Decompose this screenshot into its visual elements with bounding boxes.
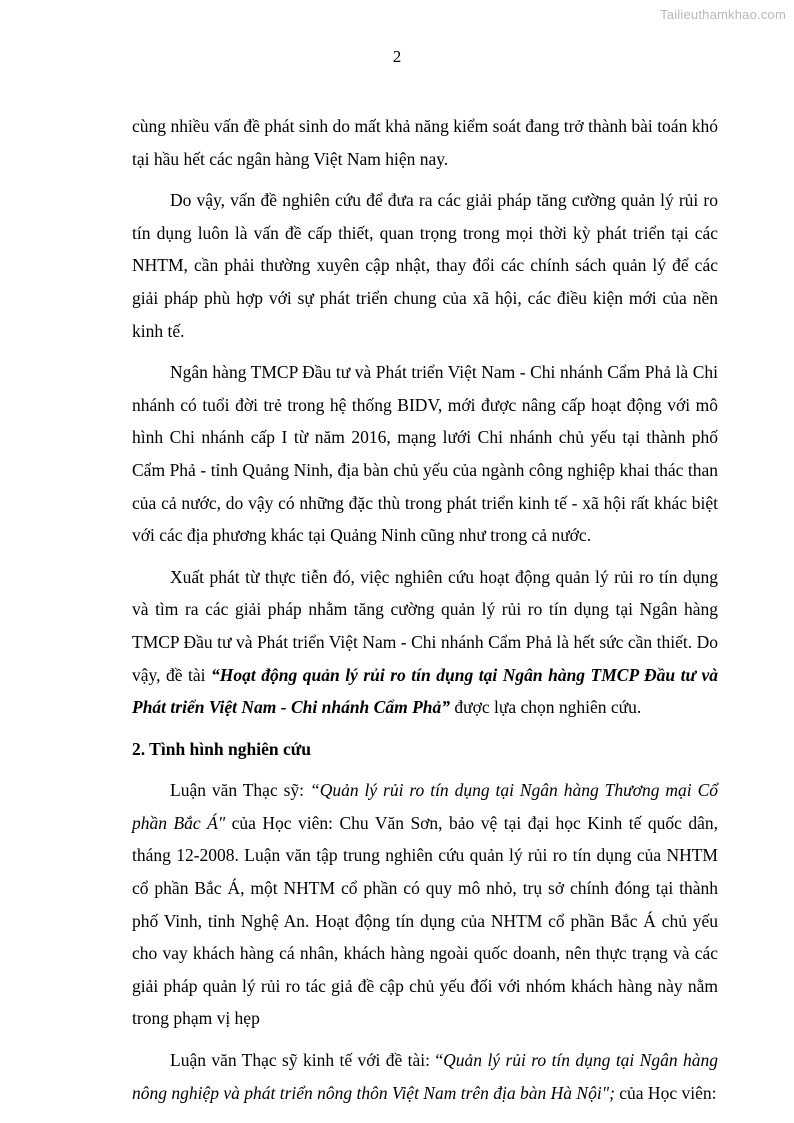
paragraph-literature-2 [132, 1044, 718, 1109]
section-heading: 2. Tình hình nghiên cứu [132, 738, 311, 759]
lit1-body: của Học viên: Chu Văn Sơn, bảo vệ tại đại học Kinh tế quốc dân, tháng 12-2008. Luận văn tập trung nghiên cứu quản lý rủi ro tín dụng của NHTM cổ phần Bắc Á, một NHTM cổ phần có quy mô nhỏ, trụ sở chính đóng tại thành phố Vinh, tỉnh Nghệ An. Hoạt động tín dụng của NHTM cổ phần Bắc Á chủ yếu cho vay khách hàng cá nhân, khách hàng ngoài quốc doanh, nên thực trạng và các giải pháp quản lý rủi ro tác giả đề cập chủ yếu đối với nhóm khách hàng này nằm trong phạm vị hẹp [132, 812, 718, 1029]
lit1-title: “Quản lý rủi ro tín dụng tại Ngân hàng Thương mại Cổ phần Bắc Á" [132, 780, 718, 833]
document-body [132, 110, 718, 1118]
lit2-body: của Học viên: [614, 1082, 717, 1103]
topic-text-intro: Xuất phát từ thực tiễn đó, việc nghiên cứu hoạt động quản lý rủi ro tín dụng và tìm ra các giải pháp nhằm tăng cường quản lý rủi ro tín dụng tại Ngân hàng TMCP Đầu tư và Phát triển Việt Nam - Chi nhánh Cẩm Phả là hết sức cần thiết. Do vậy, đề tài [132, 566, 718, 685]
watermark: Tailieuthamkhao.com [660, 7, 786, 22]
thesis-title: “Hoạt động quản lý rủi ro tín dụng tại Ngân hàng TMCP Đầu tư và Phát triển Việt Nam - Chi nhánh Cẩm Phả” [132, 664, 719, 718]
paragraph-branch-intro: Ngân hàng TMCP Đầu tư và Phát triển Việt Nam - Chi nhánh Cẩm Phả là Chi nhánh có tuổi đời trẻ trong hệ thống BIDV, mới được nâng cấp hoạt động với mô hình Chi nhánh cấp I từ năm 2016, mạng lưới Chi nhánh chủ yếu tại thành phố Cẩm Phả - tỉnh Quảng Ninh, địa bàn chủ yếu của ngành công nghiệp khai thác than của cả nước, do vậy có những đặc thù trong phát triển kinh tế - xã hội rất khác biệt với các địa phương khác tại Quảng Ninh cũng như trong cả nước. [132, 362, 718, 546]
page-number: 2 [392, 47, 402, 66]
lit2-title: Quản lý rủi ro tín dụng tại Ngân hàng nông nghiệp và phát triển nông thôn Việt Nam trên địa bàn Hà Nội"; [132, 1050, 718, 1103]
paragraph-literature-1 [132, 774, 718, 1035]
topic-text-end: được lựa chọn nghiên cứu. [450, 697, 642, 718]
paragraph-topic-selection [132, 561, 718, 724]
paragraph-solutions: Do vậy, vấn đề nghiên cứu để đưa ra các giải pháp tăng cường quản lý rủi ro tín dụng luôn là vấn đề cấp thiết, quan trọng trong mọi thời kỳ phát triển tại các NHTM, cần phải thường xuyên cập nhật, thay đổi các chính sách quản lý để các giải pháp phù hợp với sự phát triển chung của xã hội, các điều kiện mới của nền kinh tế. [132, 190, 718, 341]
paragraph-continuation: cùng nhiều vấn đề phát sinh do mất khả năng kiểm soát đang trở thành bài toán khó tại hầu hết các ngân hàng Việt Nam hiện nay. [132, 116, 718, 169]
lit1-intro: Luận văn Thạc sỹ: [170, 780, 310, 801]
lit2-intro: Luận văn Thạc sỹ kinh tế với đề tài: “ [170, 1050, 444, 1071]
